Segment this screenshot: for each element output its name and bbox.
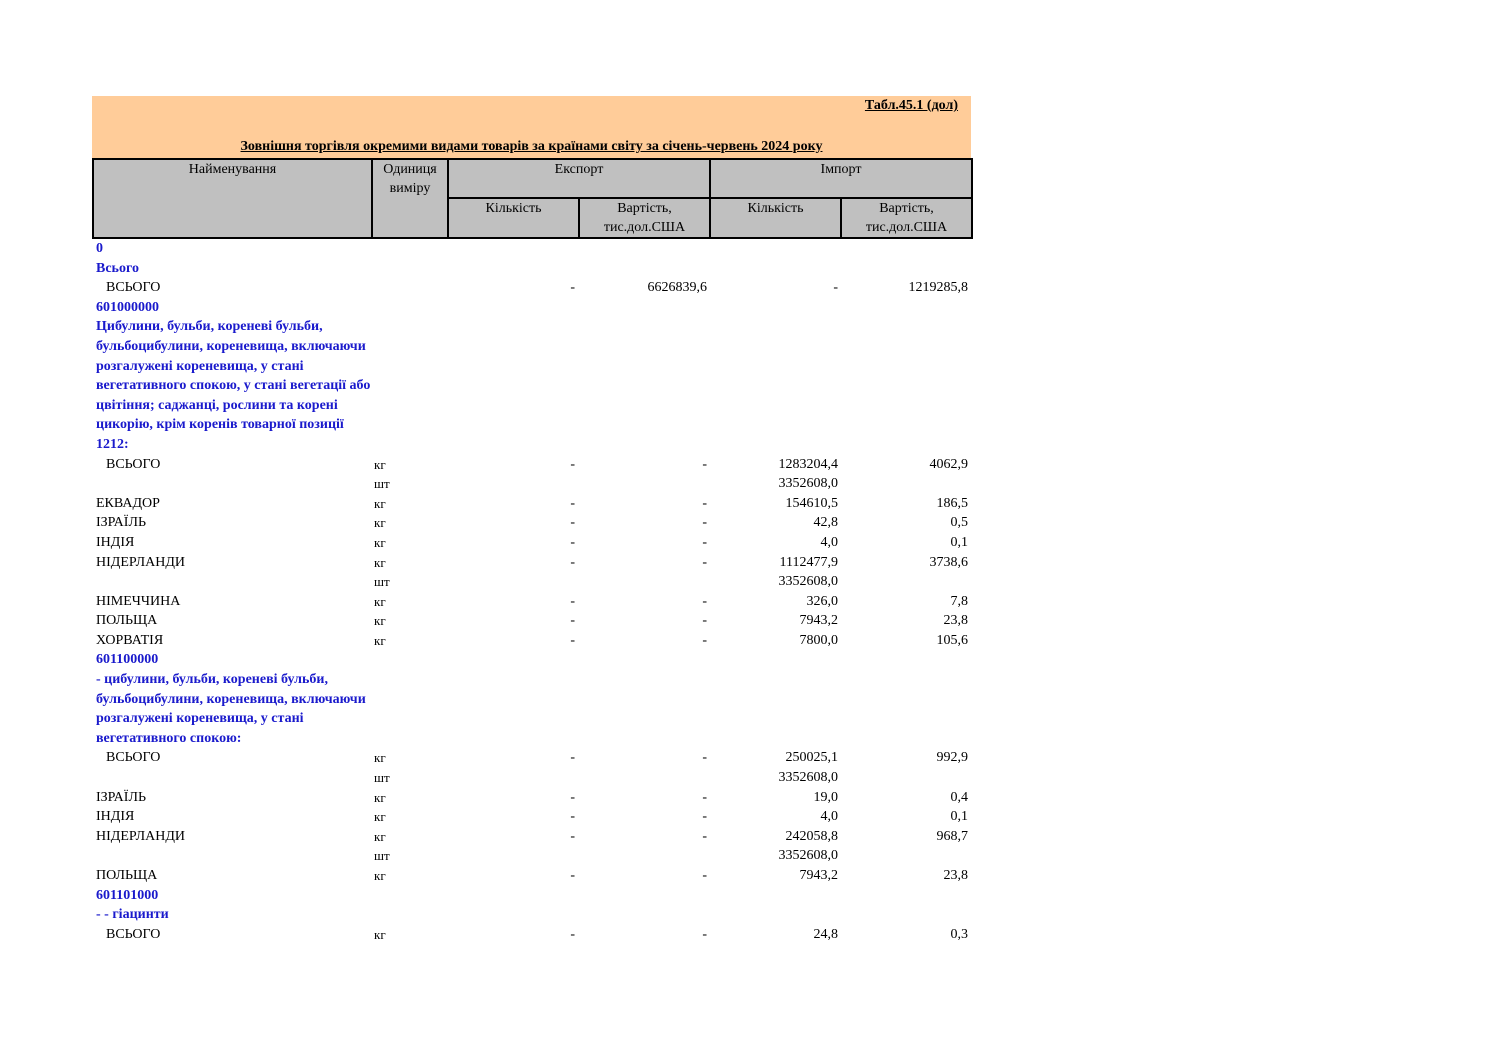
table-row — [92, 827, 971, 847]
header-import-value: Вартість, тис.дол.США — [841, 198, 972, 238]
export-value-cell: - — [702, 809, 707, 825]
export-qty-cell: - — [570, 809, 575, 825]
unit-cell: кг — [374, 456, 386, 472]
group-code: 601000000 — [96, 299, 159, 315]
import-value-cell: 7,8 — [950, 593, 968, 609]
table-row — [92, 846, 971, 866]
import-value-cell: 3738,6 — [929, 554, 968, 570]
table-row — [92, 748, 971, 768]
import-qty-cell: 154610,5 — [785, 495, 838, 511]
export-value-cell: - — [702, 515, 707, 531]
table-row — [92, 788, 971, 808]
export-value-cell: - — [702, 789, 707, 805]
table-title: Зовнішня торгівля окремими видами товарів за країнами світу за січень-червень 2024 року — [240, 139, 823, 154]
table-row — [92, 553, 971, 573]
import-value-cell: 0,5 — [950, 515, 968, 531]
export-value-cell: - — [702, 868, 707, 883]
country-name: ХОРВАТІЯ — [96, 632, 164, 648]
unit-cell: шт — [374, 770, 390, 786]
country-name: НІМЕЧЧИНА — [96, 593, 181, 609]
export-qty-cell: - — [570, 554, 575, 570]
import-value-cell: 0,4 — [950, 789, 968, 805]
export-value-cell: - — [702, 750, 707, 766]
table-row — [92, 533, 971, 553]
country-name: ВСЬОГО — [106, 456, 161, 472]
import-value-cell: 105,6 — [936, 632, 968, 648]
column-header — [92, 158, 973, 239]
group-code: 601101000 — [96, 887, 159, 903]
unit-cell: шт — [374, 574, 390, 590]
table-reference: Табл.45.1 (дол) — [864, 98, 958, 113]
unit-cell: кг — [374, 593, 386, 609]
import-qty-cell: 1283204,4 — [778, 456, 838, 472]
country-name: НІДЕРЛАНДИ — [96, 828, 185, 844]
export-value-cell: - — [702, 613, 707, 629]
import-qty-cell: 7943,2 — [799, 613, 838, 629]
header-export-value: Вартість, тис.дол.США — [579, 198, 710, 238]
import-qty-cell: 7943,2 — [799, 868, 838, 883]
unit-cell: шт — [374, 848, 390, 864]
unit-cell: кг — [374, 554, 386, 570]
export-qty-cell: - — [570, 613, 575, 629]
unit-cell: кг — [374, 789, 386, 805]
country-name: ІНДІЯ — [96, 534, 135, 550]
table-row — [92, 611, 971, 631]
country-name: ІЗРАЇЛЬ — [96, 515, 146, 531]
import-value-cell: 0,3 — [950, 926, 968, 942]
import-qty-cell: 3352608,0 — [778, 848, 838, 864]
unit-cell: кг — [374, 750, 386, 766]
export-value-cell: - — [702, 593, 707, 609]
table-row — [92, 925, 971, 945]
export-value-cell: - — [702, 632, 707, 648]
import-qty-cell: 3352608,0 — [778, 574, 838, 590]
header-export: Експорт — [448, 159, 710, 198]
header-import-qty: Кількість — [710, 198, 841, 238]
import-value-cell: 1219285,8 — [908, 280, 968, 296]
unit-cell: кг — [374, 809, 386, 825]
unit-cell: кг — [374, 868, 386, 883]
country-name: ВСЬОГО — [106, 750, 161, 766]
table-row — [92, 278, 971, 298]
import-value-cell: 968,7 — [936, 828, 968, 844]
import-qty-cell: 3352608,0 — [778, 476, 838, 492]
import-value-cell: 186,5 — [936, 495, 968, 511]
unit-cell: кг — [374, 495, 386, 511]
table-row — [92, 592, 971, 612]
import-value-cell: 0,1 — [950, 809, 968, 825]
import-value-cell: 992,9 — [936, 750, 968, 766]
unit-cell: кг — [374, 534, 386, 550]
export-qty-cell: - — [570, 750, 575, 766]
import-qty-cell: 42,8 — [813, 515, 838, 531]
export-qty-cell: - — [570, 456, 575, 472]
table-row — [92, 455, 971, 475]
table-row — [92, 631, 971, 651]
export-qty-cell: - — [570, 789, 575, 805]
import-qty-cell: 24,8 — [813, 926, 838, 942]
header-export-qty: Кількість — [448, 198, 579, 238]
export-value-cell: - — [702, 456, 707, 472]
group-description: - цибулини, бульби, кореневі бульби, бульбоцибулини, кореневища, включаючи розгалужені кореневища, у стані вегетативного спокою: — [96, 672, 366, 746]
country-name: ІЗРАЇЛЬ — [96, 789, 146, 805]
country-name: НІДЕРЛАНДИ — [96, 554, 185, 570]
table-row — [92, 807, 971, 827]
export-value-cell: - — [702, 554, 707, 570]
import-value-cell: 0,1 — [950, 534, 968, 550]
group-description: Цибулини, бульби, кореневі бульби, бульбоцибулини, кореневища, включаючи розгалужені кореневища, у стані вегетативного спокою, у стані вегетації або цвітіння; саджанці, рослини та корені цикорію, крім коренів товарної позиції 1212: — [96, 319, 371, 452]
import-qty-cell: 3352608,0 — [778, 770, 838, 786]
unit-cell: кг — [374, 828, 386, 844]
group-code: 0 — [96, 241, 103, 256]
unit-cell: шт — [374, 476, 390, 492]
country-name: ВСЬОГО — [106, 926, 161, 942]
unit-cell: кг — [374, 613, 386, 629]
header-name: Найменування — [93, 159, 372, 238]
export-qty-cell: - — [570, 280, 575, 296]
header-unit: Одиниця виміру — [372, 159, 448, 238]
export-value-cell: 6626839,6 — [647, 280, 707, 296]
country-name: ПОЛЬЩА — [96, 868, 158, 883]
export-value-cell: - — [702, 534, 707, 550]
table-body — [92, 239, 971, 944]
group-code: 601100000 — [96, 652, 159, 668]
export-qty-cell: - — [570, 515, 575, 531]
import-qty-cell: 242058,8 — [785, 828, 838, 844]
export-qty-cell: - — [570, 868, 575, 883]
import-qty-cell: - — [833, 280, 838, 296]
country-name: ВСЬОГО — [106, 280, 161, 296]
import-qty-cell: 326,0 — [806, 593, 838, 609]
export-qty-cell: - — [570, 926, 575, 942]
export-qty-cell: - — [570, 593, 575, 609]
group-description: - - гіацинти — [96, 907, 169, 923]
country-name: ІНДІЯ — [96, 809, 135, 825]
export-qty-cell: - — [570, 495, 575, 511]
unit-cell: кг — [374, 515, 386, 531]
country-name: ПОЛЬЩА — [96, 613, 158, 629]
table-row — [92, 474, 971, 494]
table-row — [92, 768, 971, 788]
header-import: Імпорт — [710, 159, 972, 198]
import-qty-cell: 250025,1 — [785, 750, 838, 766]
import-qty-cell: 1112477,9 — [779, 554, 838, 570]
table-row — [92, 494, 971, 514]
import-value-cell: 23,8 — [943, 868, 968, 883]
unit-cell: кг — [374, 926, 386, 942]
import-qty-cell: 4,0 — [820, 534, 838, 550]
group-description: Всього — [96, 260, 139, 276]
import-value-cell: 23,8 — [943, 613, 968, 629]
unit-cell: кг — [374, 632, 386, 648]
export-value-cell: - — [702, 828, 707, 844]
country-name: ЕКВАДОР — [96, 495, 160, 511]
export-qty-cell: - — [570, 534, 575, 550]
table-row — [92, 866, 971, 886]
export-value-cell: - — [702, 495, 707, 511]
import-qty-cell: 4,0 — [820, 809, 838, 825]
import-qty-cell: 7800,0 — [799, 632, 838, 648]
import-qty-cell: 19,0 — [813, 789, 838, 805]
export-qty-cell: - — [570, 632, 575, 648]
table-row — [92, 513, 971, 533]
import-value-cell: 4062,9 — [929, 456, 968, 472]
export-value-cell: - — [702, 926, 707, 942]
trade-table-sheet — [92, 96, 971, 944]
export-qty-cell: - — [570, 828, 575, 844]
table-row — [92, 572, 971, 592]
table-banner — [92, 96, 971, 158]
